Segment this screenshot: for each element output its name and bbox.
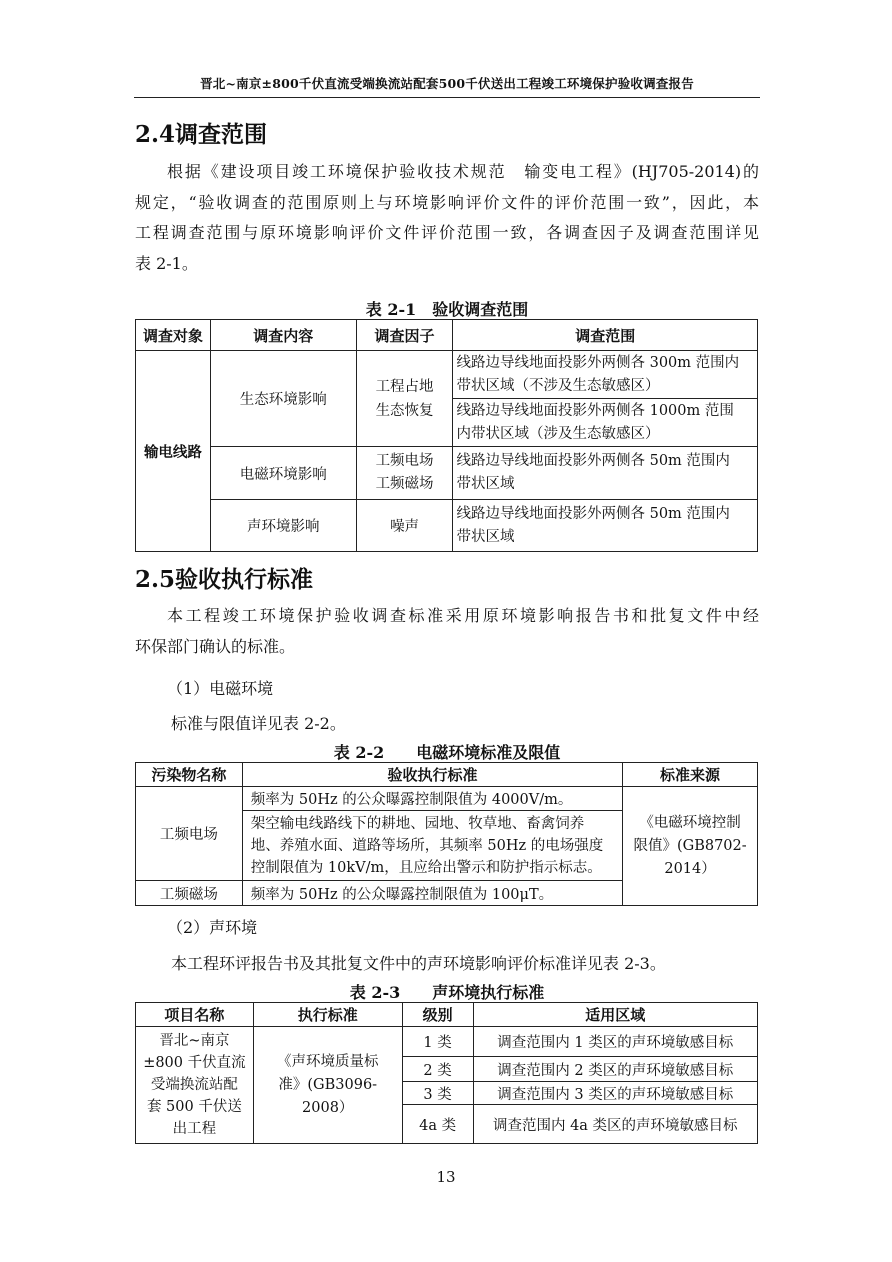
table-2-1-caption: 表 2-1 验收调查范围 bbox=[365, 300, 529, 319]
table-header-cell: 污染物名称 bbox=[136, 763, 243, 787]
range-text: 内带状区域（涉及生态敏感区） bbox=[456, 425, 660, 442]
source-text: 2014） bbox=[664, 860, 716, 877]
table-header-cell: 调查范围 bbox=[453, 320, 758, 351]
item-electromagnetic-text: 标准与限值详见表 2-2。 bbox=[171, 714, 346, 733]
table-row bbox=[136, 351, 758, 399]
executive-standard-text: 准》(GB3096- bbox=[278, 1076, 378, 1093]
standard-cell: 频率为 50Hz 的公众曝露控制限值为 4000V/m。 bbox=[242, 787, 622, 811]
table-2-3 bbox=[135, 1002, 758, 1144]
level-cell: 1 类 bbox=[402, 1027, 473, 1057]
paragraph-line: 根据《建设项目竣工环境保护验收技术规范 输变电工程》(HJ705-2014)的 bbox=[167, 162, 759, 181]
area-cell: 调查范围内 4a 类区的声环境敏感目标 bbox=[473, 1105, 757, 1144]
standard-cell bbox=[242, 811, 622, 881]
pollutant-cell: 工频电场 bbox=[136, 787, 243, 881]
range-cell bbox=[453, 399, 758, 447]
content-cell: 电磁环境影响 bbox=[210, 447, 356, 500]
range-text: 线路边导线地面投影外两侧各 50m 范围内 bbox=[456, 453, 730, 469]
item-sound-text: 本工程环评报告书及其批复文件中的声环境影响评价标准详见表 2-3。 bbox=[171, 954, 666, 973]
paragraph-line: 表 2-1。 bbox=[135, 253, 198, 273]
standard-text: 架空输电线路线下的耕地、园地、牧草地、畜禽饲养 bbox=[250, 815, 585, 832]
factor-cell bbox=[356, 351, 453, 447]
table-2-3-caption: 表 2-3 声环境执行标准 bbox=[349, 983, 545, 1002]
table-header-cell: 调查因子 bbox=[356, 320, 453, 351]
item-electromagnetic: （1）电磁环境 bbox=[167, 679, 274, 698]
project-name-text: 出工程 bbox=[172, 1121, 217, 1137]
section-2-4-title: 2.4调查范围 bbox=[135, 121, 268, 148]
paragraph-line: 本工程竣工环境保护验收调查标准采用原环境影响报告书和批复文件中经 bbox=[167, 606, 759, 625]
factor-cell: 噪声 bbox=[356, 500, 453, 552]
range-text: 线路边导线地面投影外两侧各 1000m 范围 bbox=[456, 402, 734, 419]
area-cell: 调查范围内 1 类区的声环境敏感目标 bbox=[473, 1027, 757, 1057]
factor-text: 工频磁场 bbox=[375, 476, 434, 492]
table-header-cell: 验收执行标准 bbox=[242, 763, 622, 787]
level-cell: 2 类 bbox=[402, 1057, 473, 1082]
table-row bbox=[136, 1027, 758, 1057]
table-header-cell: 调查内容 bbox=[210, 320, 356, 351]
project-name-text: 套 500 千伏送 bbox=[146, 1099, 242, 1115]
range-text: 带状区域 bbox=[456, 528, 515, 545]
standard-text: 控制限值为 10kV/m，且应给出警示和防护指示标志。 bbox=[250, 859, 602, 876]
item-sound: （2）声环境 bbox=[167, 918, 258, 937]
table-2-2 bbox=[135, 762, 758, 906]
area-cell: 调查范围内 3 类区的声环境敏感目标 bbox=[473, 1082, 757, 1105]
executive-standard-text: 《声环境质量标 bbox=[276, 1053, 379, 1070]
table-row bbox=[136, 447, 758, 500]
level-cell: 4a 类 bbox=[402, 1105, 473, 1144]
section-2-5-title: 2.5验收执行标准 bbox=[135, 566, 314, 593]
table-row bbox=[136, 500, 758, 552]
range-text: 带状区域（不涉及生态敏感区） bbox=[456, 377, 660, 394]
source-text: 限值》(GB8702- bbox=[633, 837, 747, 854]
factor-cell bbox=[356, 447, 453, 500]
range-cell bbox=[453, 351, 758, 399]
range-cell bbox=[453, 500, 758, 552]
table-header-cell: 适用区域 bbox=[473, 1003, 757, 1027]
content-cell: 声环境影响 bbox=[210, 500, 356, 552]
source-text: 《电磁环境控制 bbox=[639, 814, 741, 831]
table-row bbox=[136, 787, 758, 811]
survey-object-cell: 输电线路 bbox=[136, 351, 211, 552]
table-header-cell: 项目名称 bbox=[136, 1003, 254, 1027]
paragraph-line: 规定，“验收调查的范围原则上与环境影响评价文件的评价范围一致”，因此，本 bbox=[135, 192, 759, 212]
executive-standard-text: 2008） bbox=[302, 1099, 354, 1116]
table-header-row bbox=[136, 763, 758, 787]
table-header-cell: 执行标准 bbox=[253, 1003, 402, 1027]
table-header-cell: 标准来源 bbox=[623, 763, 758, 787]
pollutant-cell: 工频磁场 bbox=[136, 881, 243, 906]
level-cell: 3 类 bbox=[402, 1082, 473, 1105]
project-name-text: ±800 千伏直流 bbox=[143, 1055, 246, 1071]
paragraph-line: 工程调查范围与原环境影响评价文件评价范围一致，各调查因子及调查范围详见 bbox=[135, 223, 759, 242]
table-header-cell: 调查对象 bbox=[136, 320, 211, 351]
table-2-2-caption: 表 2-2 电磁环境标准及限值 bbox=[333, 743, 561, 762]
range-text: 线路边导线地面投影外两侧各 300m 范围内 bbox=[456, 354, 740, 371]
section-2-5-paragraph bbox=[135, 601, 759, 662]
source-cell bbox=[623, 787, 758, 906]
paragraph-line: 环保部门确认的标准。 bbox=[135, 636, 296, 656]
range-text: 带状区域 bbox=[456, 476, 515, 492]
executive-standard-cell bbox=[253, 1027, 402, 1144]
running-header: 晋北~南京±800千伏直流受端换流站配套500千伏送出工程竣工环境保护验收调查报告 bbox=[200, 76, 694, 91]
section-2-4-paragraph bbox=[135, 157, 759, 279]
table-header-row bbox=[136, 1003, 758, 1027]
project-name-text: 受端换流站配 bbox=[150, 1077, 238, 1093]
range-text: 线路边导线地面投影外两侧各 50m 范围内 bbox=[456, 505, 730, 522]
table-header-cell: 级别 bbox=[402, 1003, 473, 1027]
range-cell bbox=[453, 447, 758, 500]
content-cell: 生态环境影响 bbox=[210, 351, 356, 447]
factor-text: 工频电场 bbox=[375, 453, 434, 469]
page-number: 13 bbox=[436, 1168, 456, 1186]
project-name-cell bbox=[136, 1027, 254, 1144]
standard-cell: 频率为 50Hz 的公众曝露控制限值为 100μT。 bbox=[242, 881, 622, 906]
standard-text: 地、养殖水面、道路等场所，其频率 50Hz 的电场强度 bbox=[250, 837, 604, 854]
area-cell: 调查范围内 2 类区的声环境敏感目标 bbox=[473, 1057, 757, 1082]
header-rule bbox=[134, 97, 760, 98]
project-name-text: 晋北~南京 bbox=[159, 1033, 230, 1049]
table-header-row bbox=[136, 320, 758, 351]
table-2-1 bbox=[135, 319, 758, 552]
factor-text: 生态恢复 bbox=[375, 402, 434, 419]
factor-text: 工程占地 bbox=[375, 378, 434, 395]
